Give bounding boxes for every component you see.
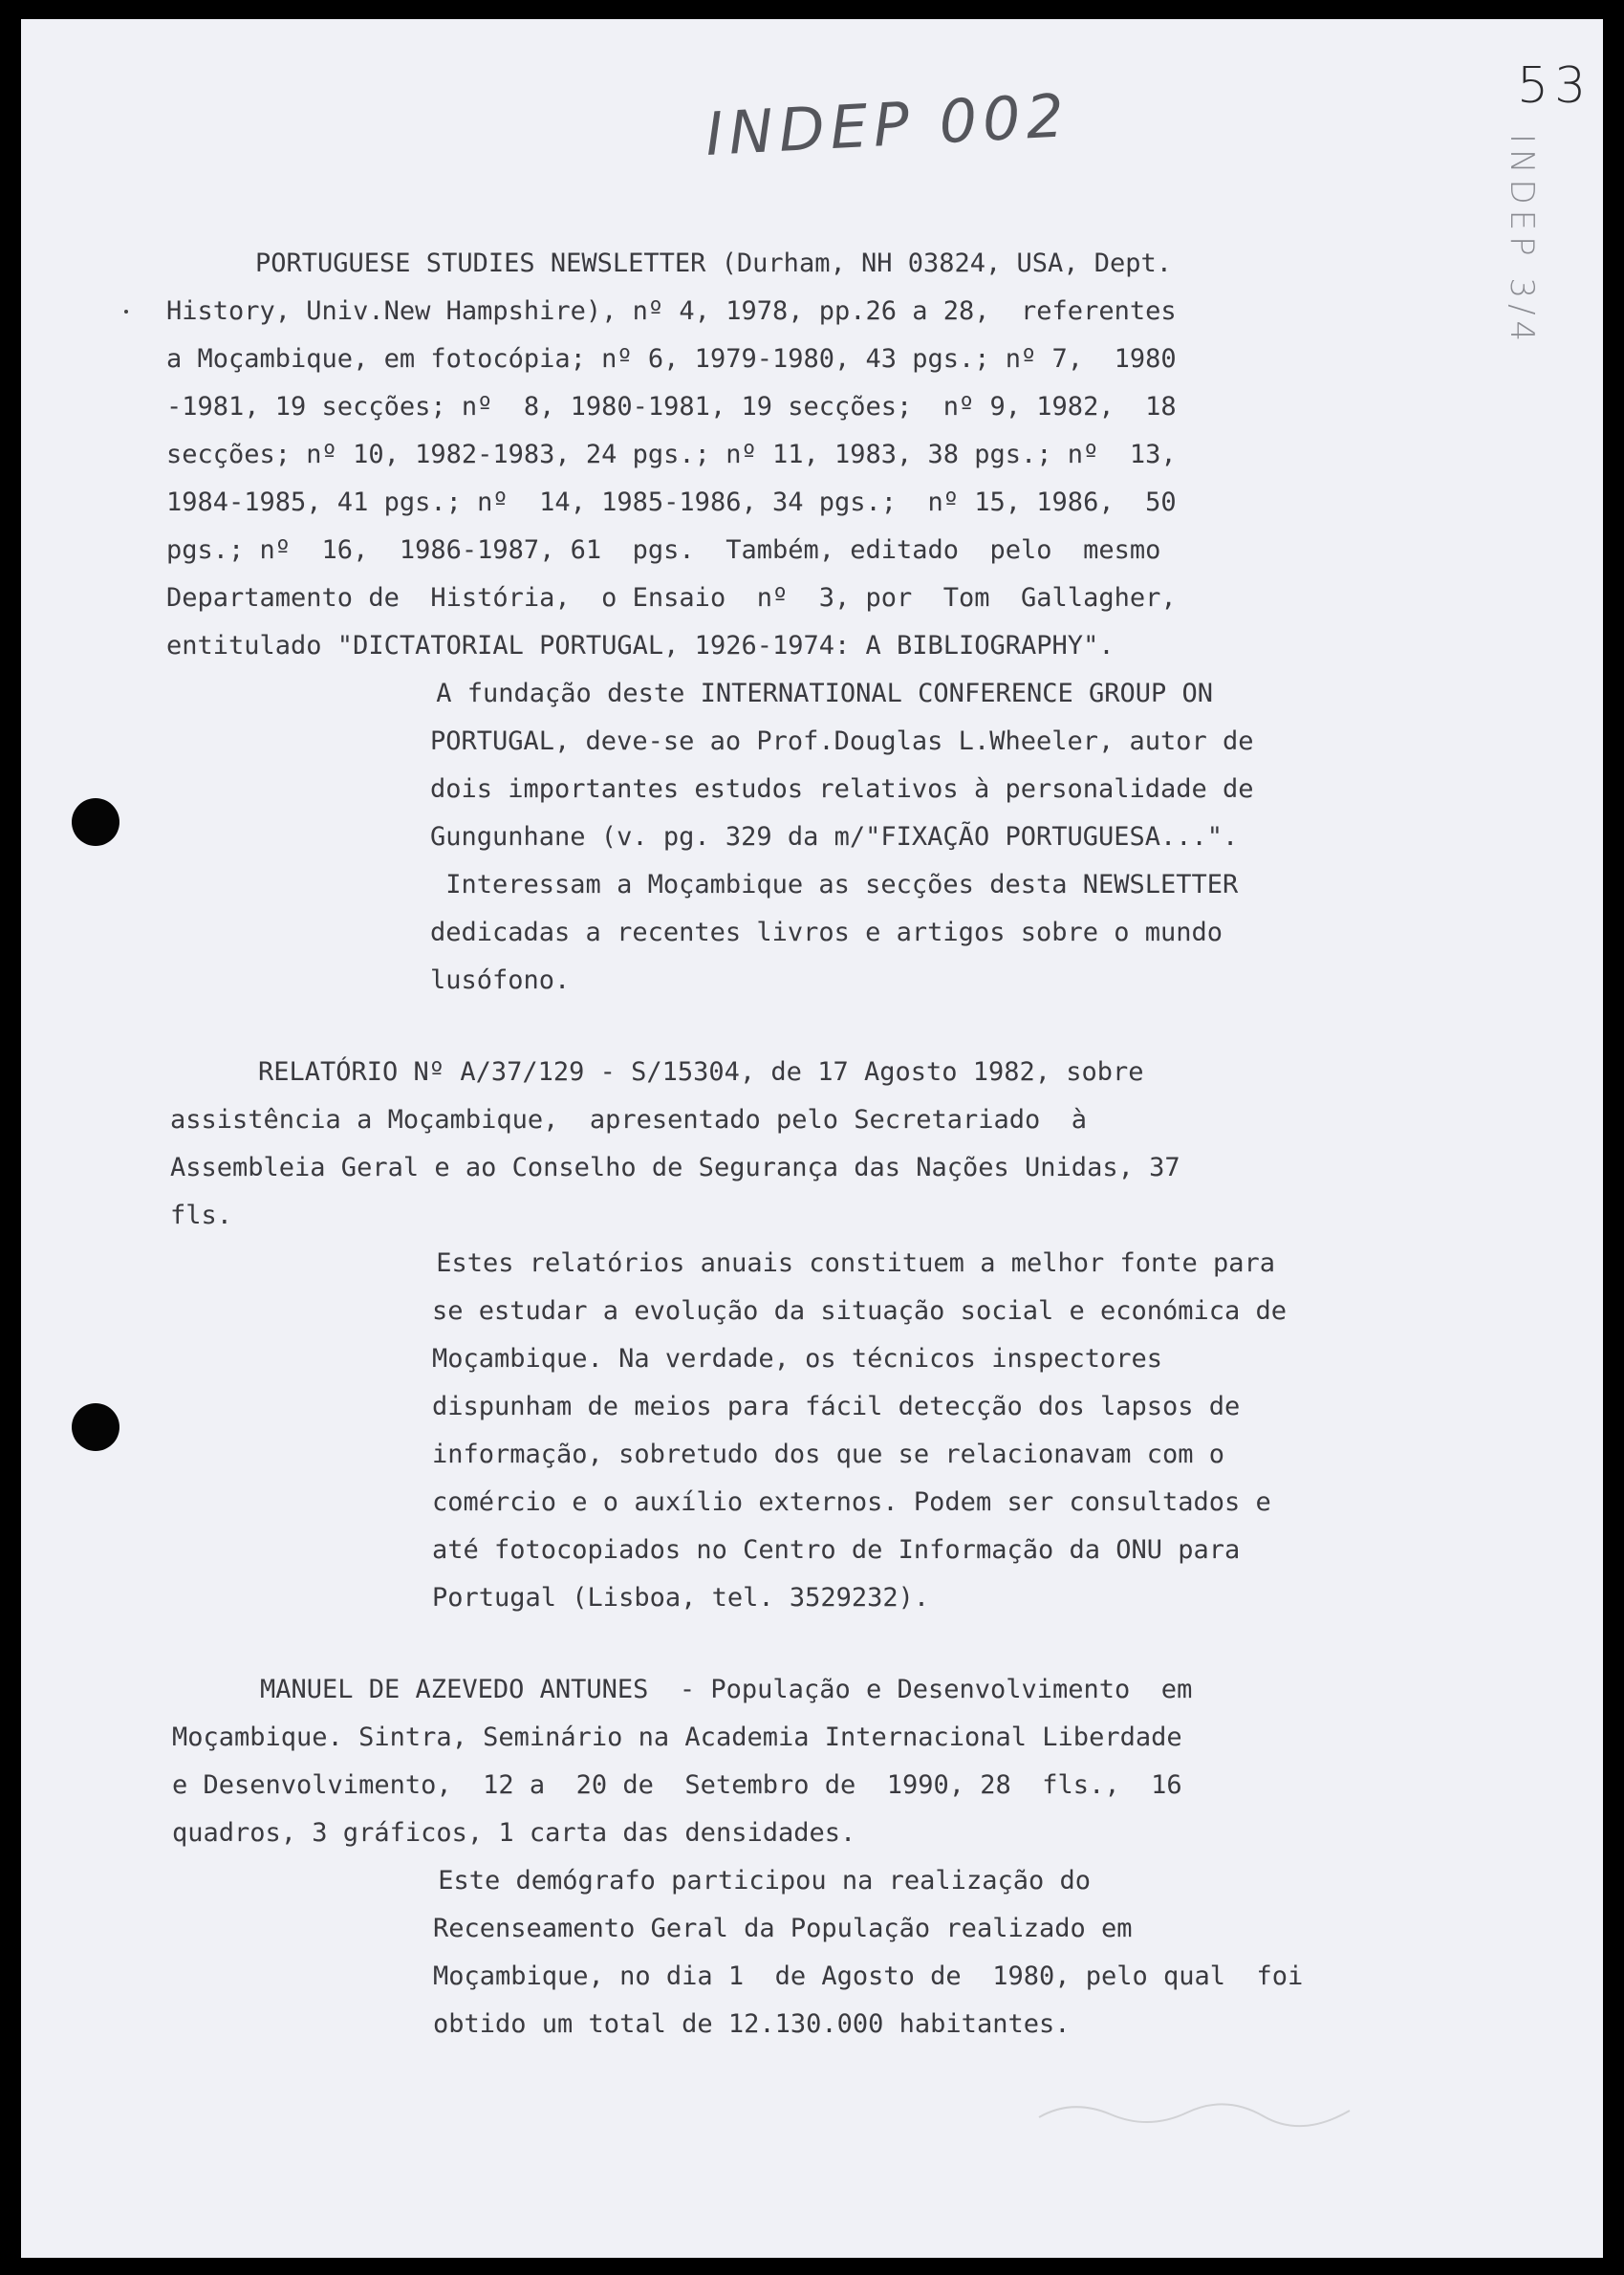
stray-mark [124,310,128,314]
entry-3-note-line-3: Moçambique, no dia 1 de Agosto de 1980, pelo qual foi [433,1961,1304,1991]
entry-3-heading-line-2: Moçambique. Sintra, Seminário na Academia Internacional Liberdade [172,1722,1182,1752]
entry-1-heading-line-9: entitulado "DICTATORIAL PORTUGAL, 1926-1974: A BIBLIOGRAPHY". [166,631,1115,661]
entry-1-note-line-1: A fundação deste INTERNATIONAL CONFERENCE GROUP ON [421,679,1214,708]
entry-3-note-line-1: Este demógrafo participou na realização do [422,1866,1091,1896]
entry-1-note-line-2: PORTUGAL, deve-se ao Prof.Douglas L.Wheeler, autor de [430,726,1254,756]
entry-1-heading-line-8: Departamento de História, o Ensaio nº 3, por Tom Gallagher, [166,583,1177,613]
entry-2-heading-line-3: Assembleia Geral e ao Conselho de Segurança das Nações Unidas, 37 [170,1153,1180,1182]
entry-1-heading-line-6: 1984-1985, 41 pgs.; nº 14, 1985-1986, 34 pgs.; nº 15, 1986, 50 [166,488,1177,517]
handwritten-side-mark: INDEP 3/4 [1503,134,1541,348]
entry-2-note-line-2: se estudar a evolução da situação social e económica de [432,1296,1288,1326]
document-page [21,19,1603,2258]
faint-scribble [1034,2093,1359,2132]
entry-1-heading-line-3: a Moçambique, em fotocópia; nº 6, 1979-1980, 43 pgs.; nº 7, 1980 [166,344,1177,374]
entry-2-note-line-6: comércio e o auxílio externos. Podem ser consultados e [432,1487,1271,1517]
punch-hole-bottom [72,1403,119,1451]
entry-3-heading-line-3: e Desenvolvimento, 12 a 20 de Setembro de 1990, 28 fls., 16 [172,1770,1182,1800]
entry-3-note-line-4: obtido um total de 12.130.000 habitantes. [433,2009,1071,2039]
entry-1-note-line-3: dois importantes estudos relativos à personalidade de [430,774,1254,804]
entry-3-heading-line-1: MANUEL DE AZEVEDO ANTUNES - População e Desenvolvimento em [260,1675,1193,1704]
entry-2-note-line-8: Portugal (Lisboa, tel. 3529232). [432,1583,930,1613]
entry-1-note-line-6: dedicadas a recentes livros e artigos sobre o mundo [430,918,1223,947]
entry-2-note-line-3: Moçambique. Na verdade, os técnicos inspectores [432,1344,1163,1374]
handwritten-doc-id: INDEP 002 [704,80,1072,169]
entry-3-heading-line-4: quadros, 3 gráficos, 1 carta das densidades. [172,1818,856,1848]
entry-2-heading-line-2: assistência a Moçambique, apresentado pelo Secretariado à [170,1105,1088,1135]
entry-2-heading-line-1: RELATÓRIO Nº A/37/129 - S/15304, de 17 Agosto 1982, sobre [258,1057,1144,1087]
entry-1-heading-line-2: History, Univ.New Hampshire), nº 4, 1978, pp.26 a 28, referentes [166,296,1177,326]
entry-1-note-line-5: Interessam a Moçambique as secções desta NEWSLETTER [430,870,1239,899]
entry-2-note-line-7: até fotocopiados no Centro de Informação da ONU para [432,1535,1241,1565]
entry-2-note-line-5: informação, sobretudo dos que se relacionavam com o [432,1440,1225,1469]
entry-1-heading-line-4: -1981, 19 secções; nº 8, 1980-1981, 19 secções; nº 9, 1982, 18 [166,392,1177,422]
handwritten-page-number: 53 [1517,57,1592,115]
entry-1-heading-line-7: pgs.; nº 16, 1986-1987, 61 pgs. Também, editado pelo mesmo [166,535,1161,565]
entry-1-heading-line-5: secções; nº 10, 1982-1983, 24 pgs.; nº 11, 1983, 38 pgs.; nº 13, [166,440,1177,469]
entry-3-note-line-2: Recenseamento Geral da População realizado em [433,1914,1133,1943]
entry-2-note-line-1: Estes relatórios anuais constituem a melhor fonte para [421,1248,1276,1278]
entry-2-note-line-4: dispunham de meios para fácil detecção dos lapsos de [432,1392,1241,1421]
entry-1-note-line-7: lusófono. [430,965,571,995]
entry-1-note-line-4: Gungunhane (v. pg. 329 da m/"FIXAÇÃO PORTUGUESA...". [430,822,1239,852]
entry-1-heading-line-1: PORTUGUESE STUDIES NEWSLETTER (Durham, NH 03824, USA, Dept. [255,249,1173,278]
punch-hole-top [72,798,119,846]
entry-2-heading-line-4: fls. [170,1201,233,1230]
